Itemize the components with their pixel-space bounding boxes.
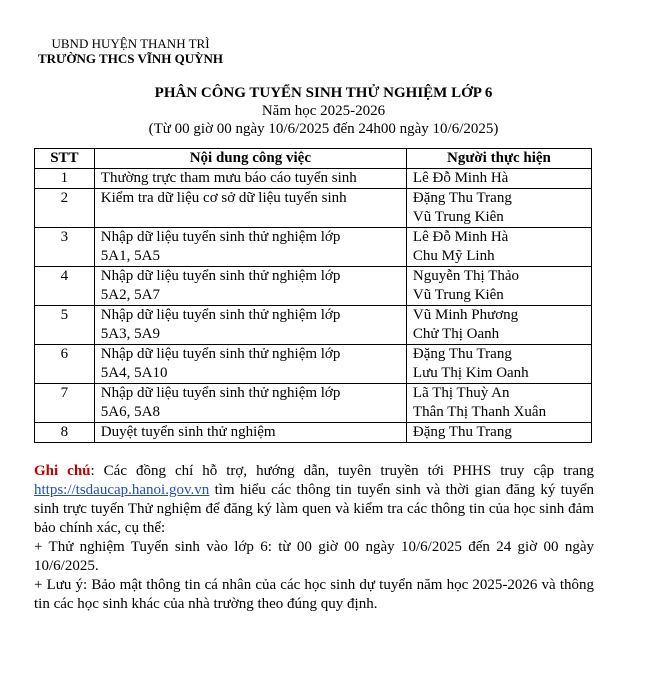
column-header-task: Nội dung công việc bbox=[94, 149, 406, 169]
row-people bbox=[406, 423, 591, 443]
table-row bbox=[35, 345, 592, 384]
person-name: Chử Thị Oanh bbox=[412, 326, 500, 342]
row-stt: 8 bbox=[35, 423, 95, 443]
period: (Từ 00 giờ 00 ngày 10/6/2025 đến 24h00 ngày 10/6/2025) bbox=[148, 121, 499, 137]
task-line: 5A4, 5A10 bbox=[100, 365, 168, 381]
table-row bbox=[35, 169, 592, 189]
table-row bbox=[35, 306, 592, 345]
notes-intro bbox=[34, 462, 594, 538]
task-line: 5A6, 5A8 bbox=[100, 404, 160, 420]
task-line: Nhập dữ liệu tuyển sinh thử nghiệm lớp bbox=[100, 385, 341, 401]
table-header-row bbox=[35, 149, 592, 169]
document-title: PHÂN CÔNG TUYỂN SINH THỬ NGHIỆM LỚP 6 bbox=[154, 85, 493, 101]
task-line: Nhập dữ liệu tuyển sinh thử nghiệm lớp bbox=[100, 307, 341, 323]
task-line: 5A2, 5A7 bbox=[100, 287, 160, 303]
row-task bbox=[94, 423, 406, 443]
person-name: Đặng Thu Trang bbox=[412, 424, 512, 440]
notes-label: Ghi chú bbox=[34, 463, 91, 479]
person-name: Thân Thị Thanh Xuân bbox=[412, 404, 547, 420]
row-task bbox=[94, 306, 406, 345]
row-task bbox=[94, 189, 406, 228]
table-row bbox=[35, 228, 592, 267]
task-line: Thường trực tham mưu báo cáo tuyển sinh bbox=[100, 170, 357, 186]
row-task bbox=[94, 169, 406, 189]
task-line: Nhập dữ liệu tuyển sinh thử nghiệm lớp bbox=[100, 268, 341, 284]
task-line: 5A1, 5A5 bbox=[100, 248, 160, 264]
task-line: Nhập dữ liệu tuyển sinh thử nghiệm lớp bbox=[100, 229, 341, 245]
table-row bbox=[35, 423, 592, 443]
notes-item-privacy: + Lưu ý: Bảo mật thông tin cá nhân của các học sinh dự tuyển năm học 2025-2026 và thông tin các học sinh khác của nhà trường theo đúng quy định. bbox=[34, 577, 594, 612]
row-stt: 3 bbox=[35, 228, 95, 267]
notes-text: : Các đồng chí hỗ trợ, hướng dẫn, tuyên truyền tới PHHS truy cập trang bbox=[90, 463, 594, 479]
row-task bbox=[94, 345, 406, 384]
person-name: Đặng Thu Trang bbox=[412, 346, 512, 362]
row-stt: 1 bbox=[35, 169, 95, 189]
row-people bbox=[406, 189, 591, 228]
table-row bbox=[35, 267, 592, 306]
person-name: Vũ Trung Kiên bbox=[412, 209, 504, 225]
table-row bbox=[35, 384, 592, 423]
row-task bbox=[94, 228, 406, 267]
person-name: Đặng Thu Trang bbox=[412, 190, 512, 206]
row-people bbox=[406, 384, 591, 423]
person-name: Chu Mỹ Linh bbox=[412, 248, 495, 264]
person-name: Vũ Trung Kiên bbox=[412, 287, 504, 303]
column-header-stt: STT bbox=[35, 149, 95, 169]
notes-section bbox=[34, 462, 594, 614]
school-year: Năm học 2025-2026 bbox=[261, 103, 386, 119]
document-heading bbox=[0, 84, 647, 138]
person-name: Vũ Minh Phương bbox=[412, 307, 519, 323]
row-people bbox=[406, 169, 591, 189]
row-task bbox=[94, 267, 406, 306]
row-people bbox=[406, 267, 591, 306]
table-row bbox=[35, 189, 592, 228]
row-people bbox=[406, 306, 591, 345]
task-line: 5A3, 5A9 bbox=[100, 326, 160, 342]
person-name: Nguyễn Thị Thảo bbox=[412, 268, 520, 284]
row-stt: 4 bbox=[35, 267, 95, 306]
district-name: UBND HUYỆN THANH TRÌ bbox=[51, 36, 210, 51]
row-people bbox=[406, 228, 591, 267]
task-line: Duyệt tuyển sinh thử nghiệm bbox=[100, 424, 276, 440]
notes-item-schedule: + Thử nghiệm Tuyển sinh vào lớp 6: từ 00 giờ 00 ngày 10/6/2025 đến 24 giờ 00 ngày 10/6/2025. bbox=[34, 539, 594, 574]
column-header-people: Người thực hiện bbox=[406, 149, 591, 169]
row-people bbox=[406, 345, 591, 384]
person-name: Lê Đỗ Minh Hà bbox=[412, 170, 509, 186]
school-name: TRƯỜNG THCS VĨNH QUỲNH bbox=[38, 51, 224, 66]
task-line: Nhập dữ liệu tuyển sinh thử nghiệm lớp bbox=[100, 346, 341, 362]
person-name: Lê Đỗ Minh Hà bbox=[412, 229, 509, 245]
task-line: Kiểm tra dữ liệu cơ sở dữ liệu tuyển sinh bbox=[100, 190, 347, 206]
row-task bbox=[94, 384, 406, 423]
notes-text-continued: tìm hiểu các thông tin tuyển sinh và thời gian đăng ký tuyển sinh trực tuyến Thử nghiệm để đăng ký làm quen và kiểm tra các thông tin của học sinh đảm bảo chính xác, cụ thể: bbox=[34, 482, 594, 536]
row-stt: 2 bbox=[35, 189, 95, 228]
person-name: Lưu Thị Kim Oanh bbox=[412, 365, 529, 381]
org-header bbox=[38, 36, 223, 66]
admission-portal-link[interactable]: https://tsdaucap.hanoi.gov.vn bbox=[34, 482, 210, 498]
row-stt: 6 bbox=[35, 345, 95, 384]
assignment-table bbox=[34, 148, 592, 443]
person-name: Lã Thị Thuỳ An bbox=[412, 385, 510, 401]
row-stt: 5 bbox=[35, 306, 95, 345]
row-stt: 7 bbox=[35, 384, 95, 423]
